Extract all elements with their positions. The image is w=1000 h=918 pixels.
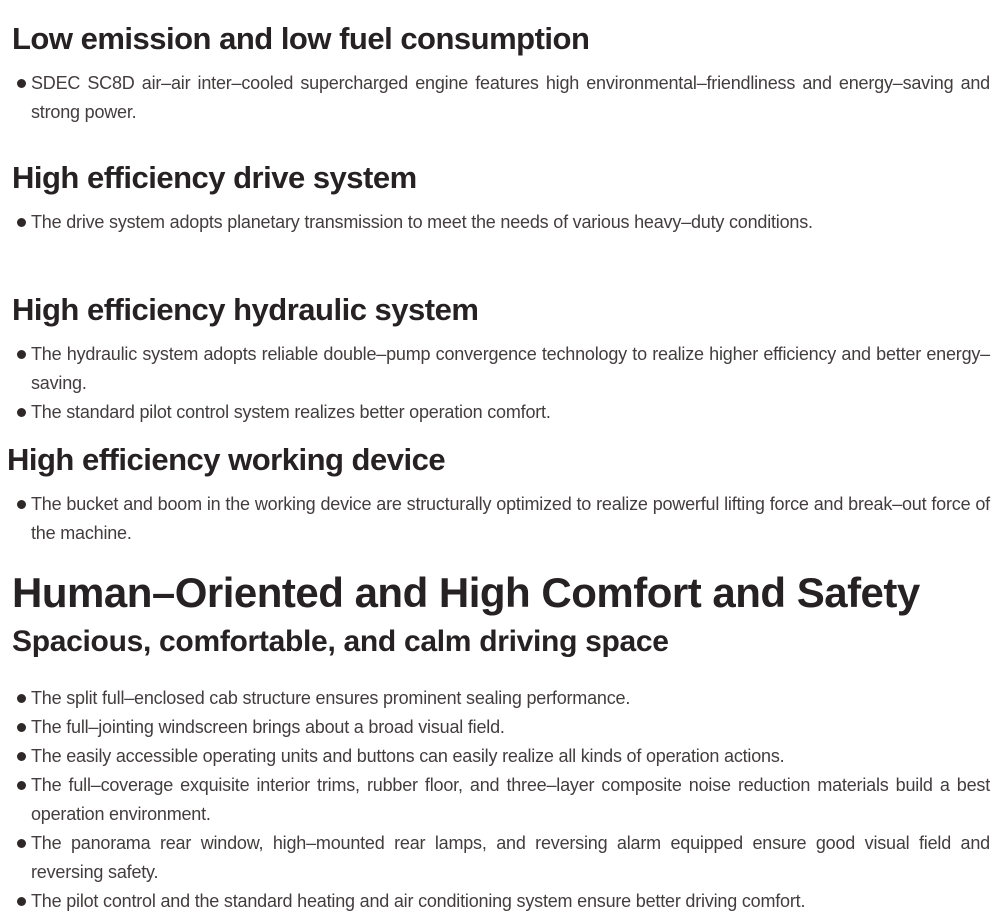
list-item xyxy=(12,742,990,771)
bullet-icon xyxy=(17,79,26,88)
section-heading: High efficiency working device xyxy=(7,442,446,477)
bullet-text: The split full–enclosed cab structure ensures prominent sealing performance. xyxy=(31,688,631,708)
bullet-text: The pilot control and the standard heating and air conditioning system ensure better driving comfort. xyxy=(31,891,806,911)
bullet-list xyxy=(12,208,990,237)
list-item xyxy=(12,887,990,916)
bullet-text: SDEC SC8D air–air inter–cooled supercharged engine features high environmental–friendliness and energy–saving and strong power. xyxy=(31,73,990,122)
bullet-text: The hydraulic system adopts reliable double–pump convergence technology to realize higher efficiency and better energy–saving. xyxy=(31,344,990,393)
section-working-device xyxy=(7,442,990,548)
main-heading: Human–Oriented and High Comfort and Safety xyxy=(12,569,920,616)
list-item xyxy=(12,490,990,548)
list-item xyxy=(12,829,990,887)
bullet-icon xyxy=(17,694,26,703)
section-hydraulic-system xyxy=(12,293,990,427)
bullet-text: The standard pilot control system realizes better operation comfort. xyxy=(31,402,551,422)
bullet-list xyxy=(12,490,990,548)
bullet-list xyxy=(12,69,990,127)
bullet-icon xyxy=(17,723,26,732)
bullet-icon xyxy=(17,218,26,227)
bullet-text: The full–jointing windscreen brings about a broad visual field. xyxy=(31,717,505,737)
list-item xyxy=(12,771,990,829)
bullet-icon xyxy=(17,839,26,848)
bullet-icon xyxy=(17,350,26,359)
bullet-list xyxy=(12,340,990,427)
list-item xyxy=(12,340,990,398)
section-heading: High efficiency hydraulic system xyxy=(12,292,479,327)
bullet-icon xyxy=(17,752,26,761)
list-item xyxy=(12,208,990,237)
bullet-text: The drive system adopts planetary transmission to meet the needs of various heavy–duty conditions. xyxy=(31,212,813,232)
bullet-text: The panorama rear window, high–mounted rear lamps, and reversing alarm equipped ensure good visual field and reversing safety. xyxy=(31,833,990,882)
bullet-list xyxy=(12,684,990,916)
bullet-icon xyxy=(17,781,26,790)
list-item xyxy=(12,398,990,427)
section-heading: Low emission and low fuel consumption xyxy=(12,21,590,56)
section-heading: High efficiency drive system xyxy=(12,160,417,195)
list-item xyxy=(12,69,990,127)
bullet-icon xyxy=(17,897,26,906)
sub-heading: Spacious, comfortable, and calm driving space xyxy=(12,625,669,658)
list-item xyxy=(12,713,990,742)
bullet-icon xyxy=(17,408,26,417)
bullet-text: The full–coverage exquisite interior trims, rubber floor, and three–layer composite noise reduction materials build a best operation environment. xyxy=(31,775,990,824)
section-comfort-safety xyxy=(12,568,990,916)
section-drive-system xyxy=(12,161,990,237)
section-low-emission xyxy=(12,22,990,127)
list-item xyxy=(12,684,990,713)
bullet-text: The easily accessible operating units and buttons can easily realize all kinds of operation actions. xyxy=(31,746,785,766)
bullet-text: The bucket and boom in the working device are structurally optimized to realize powerful lifting force and break–out force of the machine. xyxy=(31,494,990,543)
bullet-icon xyxy=(17,500,26,509)
